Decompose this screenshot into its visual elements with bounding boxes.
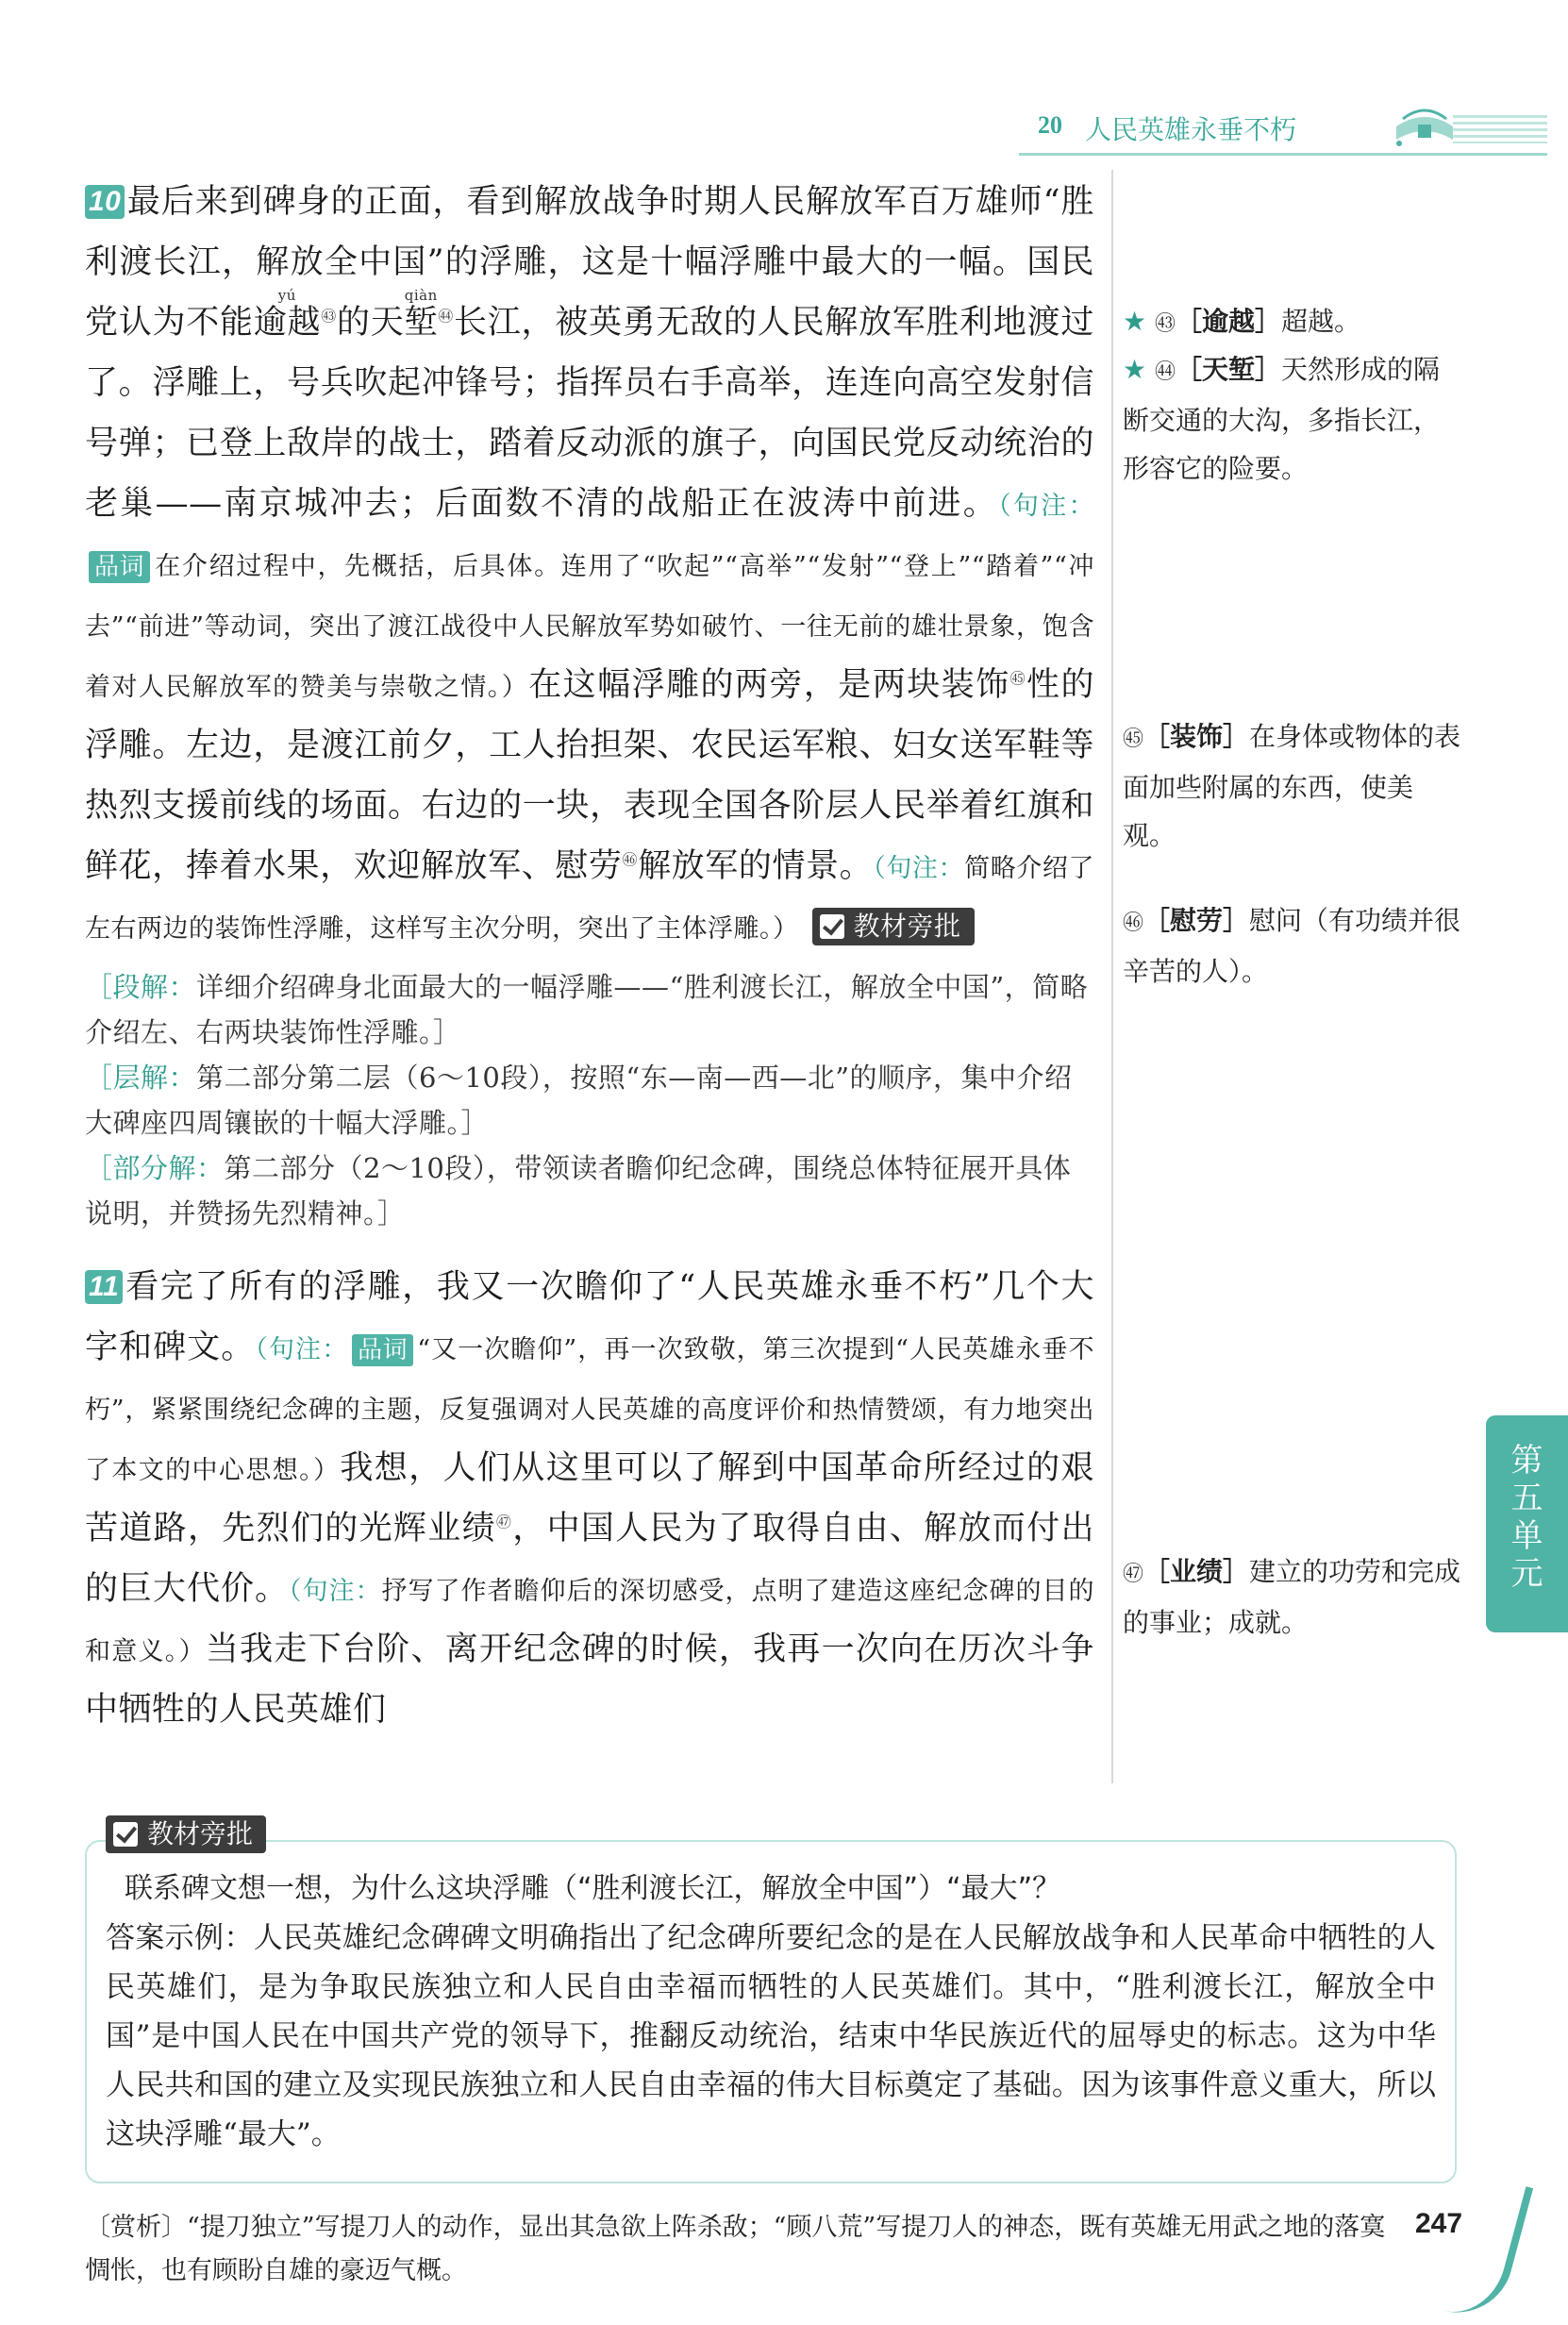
page-number: 247	[1415, 2208, 1463, 2239]
lesson-number: 20	[1038, 111, 1062, 139]
paragraph-10: 10 最后来到碑身的正面，看到解放战争时期人民解放军百万雄师“胜利渡长江，解放全中国”的浮雕，这是十幅浮雕中最大的一幅。国民党认为不能逾越$yú^㊸$的天堑qiàn$^㊹$长江，被英勇无敌的人民解放军胜利地渡过了。浮雕上，号兵吹起冲锋号；指挥员右手高举，连连向高空发射信号弹；已登上敌岸的战士，踏着反动派的旗子，向国民党反动统治的老巢——南京城冲去；后面数不清的战船正在波涛中前进。（句注：品词 在介绍过程中，先概括，后具体。连用了“吹起”“高举”“发射”“登上”“踏着”“冲去”“前进”等动词，突出了渡江战役中人民解放军势如破竹、一往无前的雄壮景象，饱含着对人民解放军的赞美与崇敬之情。）在这幅浮雕的两旁，是两块装饰$^㊺$性的浮雕。左边，是渡江前夕，工人抬担架、农民运军粮、妇女送军鞋等热烈支援前线的场面。右边的一块，表现全国各阶层人民举着红旗和鲜花，捧着水果，欢迎解放军、慰劳$^㊻$解放军的情景。（句注：简略介绍了左右两边的装饰性浮雕，这样写主次分明，突出了主体浮雕。） 教材旁批	[85, 183, 1094, 944]
header-rule	[1019, 153, 1547, 156]
vocab-note-46: ㊻［慰劳］慰问（有功绩并很辛苦的人）。	[1123, 905, 1461, 987]
book-logo-icon	[1392, 98, 1458, 147]
vocab-note-43: ★ ㊸［逾越］超越。	[1123, 306, 1361, 337]
sentence-note: （句注：简略介绍了左右两边的装饰性浮雕，这样写主次分明，突出了主体浮雕。）	[85, 854, 1094, 944]
bufen-analysis: ［部分解：第二部分（2～10段），带领读者瞻仰纪念碑，围绕总体特征展开具体说明，并赞扬先烈精神。］	[85, 1152, 1072, 1229]
analysis-block	[85, 964, 1094, 1236]
paragraph-11: 11 看完了所有的浮雕，我又一次瞻仰了“人民英雄永垂不朽”几个大字和碑文。（句注： 品词 “又一次瞻仰”，再一次致敬，第三次提到“人民英雄永垂不朽”，紧紧围绕纪念碑的主题，反复强调对人民英雄的高度评价和热情赞颂，有力地突出了本文的中心思想。）我想，人们从这里可以了解到中国革命所经过的艰苦道路，先烈们的光辉业绩$^㊼$，中国人民为了取得自由、解放而付出的巨大代价。（句注：抒写了作者瞻仰后的深切感受，点明了建造这座纪念碑的目的和意义。）当我走下台阶、离开纪念碑的时候，我再一次向在历次斗争中牺牲的人民英雄们	[85, 1268, 1094, 1729]
textbook-note-box	[85, 1818, 1457, 2183]
page-header	[1019, 102, 1547, 159]
textbook-note-badge: 教材旁批	[812, 908, 975, 945]
sentence-note: （句注：抒写了作者瞻仰后的深切感受，点明了建造这座纪念碑的目的和意义。）	[85, 1577, 1094, 1666]
word-yuyue: 逾越yú	[253, 287, 322, 342]
sentence-note: （句注：品词 在介绍过程中，先概括，后具体。连用了“吹起”“高举”“发射”“登上”“踏着”“冲去”“前进”等动词，突出了渡江战役中人民解放军势如破竹、一往无前的雄壮景象，饱含着对人民解放军的赞美与崇敬之情。）	[85, 492, 1094, 702]
header-stripes	[1453, 115, 1547, 143]
paragraph-number: 10	[85, 185, 125, 219]
sentence-note: （句注： 品词 “又一次瞻仰”，再一次致敬，第三次提到“人民英雄永垂不朽”，紧紧围绕纪念碑的主题，反复强调对人民英雄的高度评价和热情赞颂，有力地突出了本文的中心思想。）	[85, 1335, 1094, 1485]
pinci-badge: 品词	[352, 1334, 413, 1366]
lesson-title: 人民英雄永垂不朽	[1085, 114, 1297, 145]
checkbox-icon	[113, 1822, 138, 1847]
vocab-note-47: ㊼［业绩］建立的功劳和完成的事业；成就。	[1123, 1556, 1461, 1638]
star-icon: ★	[1123, 354, 1147, 385]
star-icon: ★	[1123, 306, 1147, 337]
unit-tab: 第五单元	[1486, 1415, 1568, 1632]
textbook-note-badge: 教材旁批	[106, 1815, 266, 1853]
checkbox-icon	[820, 914, 844, 939]
word-qian: 堑qiàn	[404, 287, 439, 342]
column-divider	[1111, 170, 1113, 1783]
appreciation-footer: 〔赏析〕“提刀独立”写提刀人的动作，显出其急欲上阵杀敌；“顾八荒”写提刀人的神态，既有英雄无用武之地的落寞惆怅，也有顾盼自雄的豪迈气概。	[85, 2213, 1386, 2285]
vocab-note-44: ★ ㊹［天堑］天然形成的隔断交通的大沟，多指长江，形容它的险要。	[1123, 354, 1441, 484]
paragraph-number: 11	[85, 1270, 123, 1304]
vocab-note-45: ㊺［装饰］在身体或物体的表面加些附属的东西，使美观。	[1123, 721, 1461, 851]
question-text: 联系碑文想一想，为什么这块浮雕（“胜利渡长江，解放全中国”）“最大”？	[125, 1872, 1061, 1905]
answer-text: 答案示例：人民英雄纪念碑碑文明确指出了纪念碑所要纪念的是在人民解放战争和人民革命中牺牲的人民英雄们，是为争取民族独立和人民自由幸福而牺牲的人民英雄们。其中，“胜利渡长江，解放全中国”是中国人民在中国共产党的领导下，推翻反动统治，结束中华民族近代的屈辱史的标志。这为中华人民共和国的建立及实现民族独立和人民自由幸福的伟大目标奠定了基础。因为该事件意义重大，所以这块浮雕“最大”。	[106, 1921, 1436, 2151]
duan-analysis: ［段解：详细介绍碑身北面最大的一幅浮雕——“胜利渡长江，解放全中国”，简略介绍左、右两块装饰性浮雕。］	[85, 971, 1089, 1048]
ceng-analysis: ［层解：第二部分第二层（6～10段），按照“东—南—西—北”的顺序，集中介绍大碑座四周镶嵌的十幅大浮雕。］	[85, 1062, 1073, 1139]
main-text	[85, 172, 1094, 1740]
pinci-badge: 品词	[89, 551, 150, 583]
